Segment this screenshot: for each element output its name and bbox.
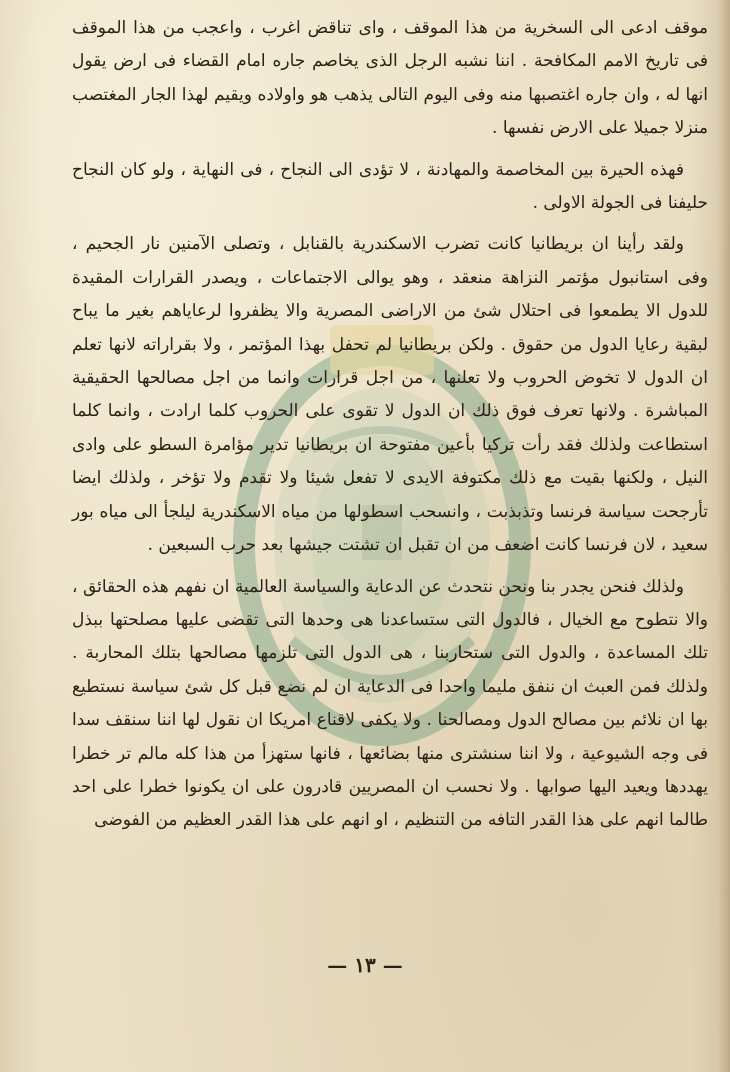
paragraph: ولقد رأينا ان بريطانيا كانت تضرب الاسكندرية بالقنابل ، وتصلى الآمنين نار الجحيم ، وفى استانبول مؤتمر النزاهة منعقد ، وهو يوالى الاجتماعات ، ويصدر القرارات المقيدة للدول الا يطمعوا فى احتلال شئ من الاراضى المصرية والا يظفروا لرعاياهم بغير ما يباح لبقية رعايا الدول من حقوق . ولكن بريطانيا لم تحفل بهذا المؤتمر ، ولا بقراراته لانها تعلم ان الدول لا تخوض الحروب ولا تعلنها ، من اجل قرارات وانما من اجل مصالحها الحقيقية المباشرة . ولانها تعرف فوق ذلك ان الدول لا تقوى على الحروب كلما ارادت ، وانما كلما استطاعت ولذلك فقد رأت تركيا بأعين مفتوحة ان بريطانيا تدير مؤامرة السطو على وادى النيل ، ولكنها بقيت مع ذلك مكتوفة الايدى لا تفعل شيئا ولا تقدم ولا تؤخر ، ولذلك ايضا تأرجحت سياسة فرنسا وتذبذبت ، وانسحب اسطولها من مياه الاسكندرية ليلجأ الى مياه بور سعيد ، لان فرنسا كانت اضعف من ان تقبل ان تشتت جيشها بعد حرب السبعين . <box>72 234 708 556</box>
paragraph: موقف ادعى الى السخرية من هذا الموقف ، واى تناقض اغرب ، واعجب من هذا الموقف فى تاريخ الامم المكافحة . اننا نشبه الرجل الذى يخاصم جاره امام القضاء فى ارض يقول انها له ، وان جاره اغتصبها منه وفى اليوم التالى يذهب هو واولاده ويقيم لهذا الجار المغتصب منزلا جميلا على الارض نفسها . <box>72 18 708 139</box>
page-edge-shadow <box>718 0 730 1072</box>
paragraph: فهذه الحيرة بين المخاصمة والمهادنة ، لا تؤدى الى النجاح ، فى النهاية ، ولو كان النجاح حليفنا فى الجولة الاولى . <box>72 159 708 214</box>
paragraph: ولذلك فنحن يجدر بنا ونحن نتحدث عن الدعاية والسياسة العالمية ان نفهم هذه الحقائق ، والا نتطوح مع الخيال ، فالدول التى ستساعدنا هى وحدها التى تقضى عليها مصلحتها ببذل تلك المساعدة ، والدول التى ستحاربنا ، هى الدول التى تلزمها مصالحها بتلك المحاربة . ولذلك فمن العبث ان ننفق مليما واحدا فى الدعاية ان لم نضع قبل كل شئ سياسة نستطيع بها ان نلائم بين مصالح الدول ومصالحنا . ولا يكفى لاقناع امريكا ان نقول لها اننا سنقف سدا فى وجه الشيوعية ، ولا اننا سنشترى منها بضائعها ، فانها ستهزأ من هذا كله مالم تر خطرا يهددها ويعيد اليها صوابها . ولا نحسب ان المصريين قادرون على ان يكونوا خطرا على احد طالما انهم على هذا القدر التافه من التنظيم ، او انهم على هذا القدر العظيم من الفوضى <box>72 576 708 831</box>
body-text <box>72 12 708 838</box>
page-number: — ١٣ — <box>327 953 403 977</box>
